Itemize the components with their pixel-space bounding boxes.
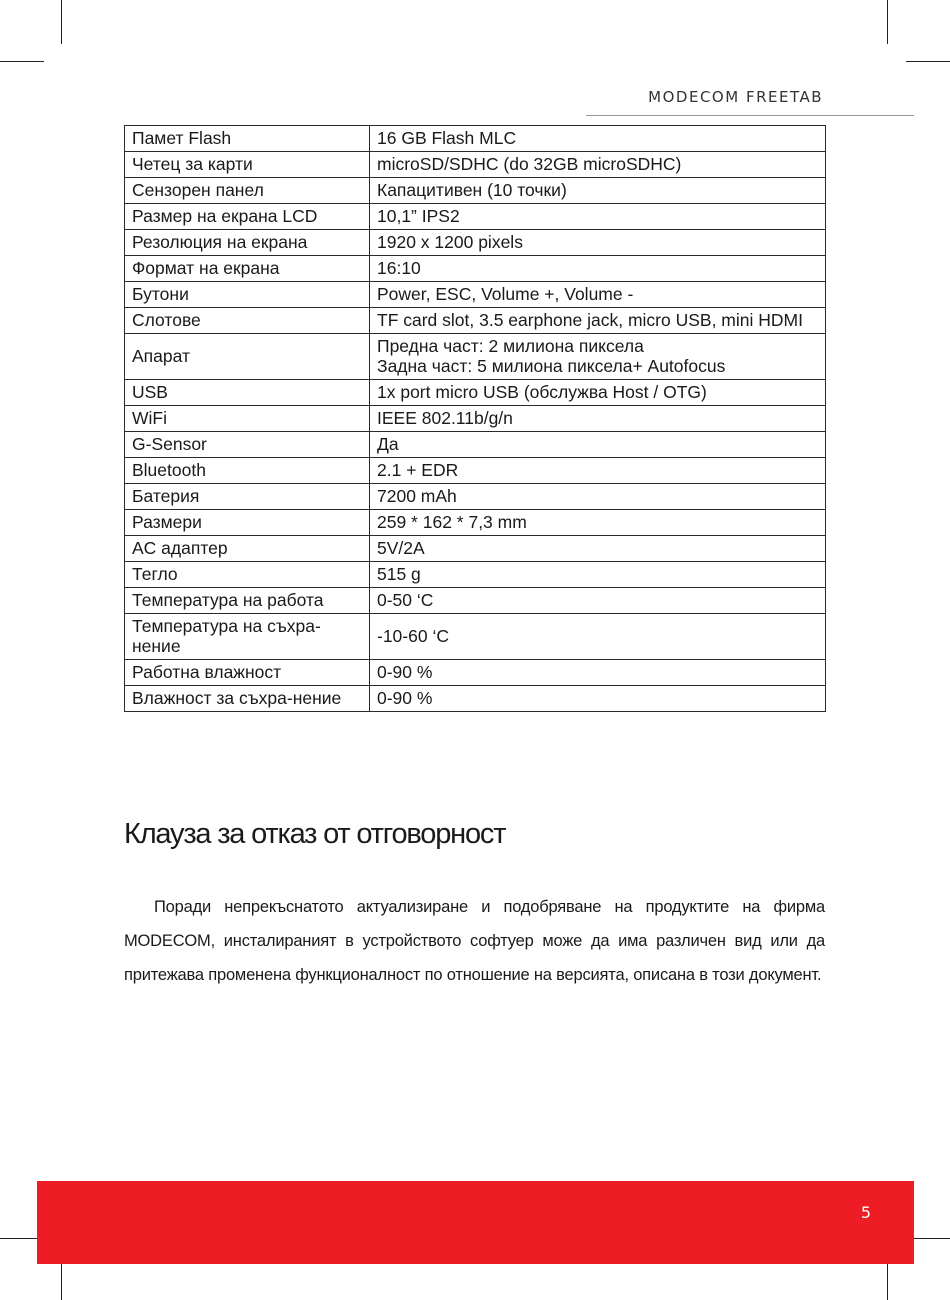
spec-value-line: TF card slot, 3.5 earphone jack, micro USB, mini HDMI: [377, 310, 803, 330]
spec-row: [125, 126, 826, 152]
spec-label: Батерия: [125, 484, 370, 510]
spec-value-line: 0-90 %: [377, 662, 433, 682]
spec-value-line: 0-90 %: [377, 688, 433, 708]
spec-value-line: 10,1” IPS2: [377, 206, 460, 226]
spec-value: [370, 308, 826, 334]
spec-row: [125, 204, 826, 230]
spec-row: [125, 660, 826, 686]
spec-row: [125, 380, 826, 406]
spec-value-line: 1x port micro USB (обслужва Host / OTG): [377, 382, 707, 402]
spec-value: [370, 406, 826, 432]
spec-value: [370, 178, 826, 204]
spec-value-line: 16 GB Flash MLC: [377, 128, 517, 148]
footer-bar: [37, 1181, 914, 1264]
spec-value-line: Задна част: 5 милиона пиксела+ Autofocus: [377, 356, 726, 376]
spec-row: [125, 334, 826, 380]
spec-row: [125, 588, 826, 614]
spec-label: Четец за карти: [125, 152, 370, 178]
spec-row: [125, 510, 826, 536]
spec-value: [370, 152, 826, 178]
spec-value-line: IEEE 802.11b/g/n: [377, 408, 513, 428]
spec-label: Размер на екрана LCD: [125, 204, 370, 230]
header-title: MODECOM FREETAB: [648, 88, 823, 106]
spec-value-line: 7200 mAh: [377, 486, 457, 506]
spec-row: [125, 406, 826, 432]
spec-row: [125, 230, 826, 256]
specs-table-body: [125, 126, 826, 712]
spec-row: [125, 562, 826, 588]
page-number: 5: [860, 1203, 871, 1222]
spec-row: [125, 152, 826, 178]
spec-label: Температура на работа: [125, 588, 370, 614]
spec-label: Апарат: [125, 334, 370, 380]
spec-value-line: Power, ESC, Volume +, Volume -: [377, 284, 634, 304]
spec-label: USB: [125, 380, 370, 406]
crop-mark: [61, 0, 62, 44]
spec-label: Влажност за съхра-нение: [125, 686, 370, 712]
spec-label: Размери: [125, 510, 370, 536]
spec-label: Памет Flash: [125, 126, 370, 152]
spec-label: Резолюция на екрана: [125, 230, 370, 256]
spec-value-line: Да: [377, 434, 399, 454]
spec-value: [370, 588, 826, 614]
spec-row: [125, 178, 826, 204]
spec-label: WiFi: [125, 406, 370, 432]
spec-value-line: Капацитивен (10 точки): [377, 180, 567, 200]
spec-label: Температура на съхра-нение: [125, 614, 370, 660]
spec-value: [370, 660, 826, 686]
spec-value: [370, 484, 826, 510]
spec-value-line: 515 g: [377, 564, 421, 584]
spec-row: [125, 458, 826, 484]
spec-label: Формат на екрана: [125, 256, 370, 282]
crop-mark: [887, 0, 888, 44]
spec-value: [370, 334, 826, 380]
spec-value-line: 259 * 162 * 7,3 mm: [377, 512, 527, 532]
spec-label: Слотове: [125, 308, 370, 334]
spec-value: [370, 432, 826, 458]
spec-row: [125, 686, 826, 712]
spec-value: [370, 686, 826, 712]
spec-label: G-Sensor: [125, 432, 370, 458]
spec-value-line: Предна част: 2 милиона пиксела: [377, 336, 644, 356]
spec-label: Тегло: [125, 562, 370, 588]
spec-row: [125, 282, 826, 308]
spec-row: [125, 536, 826, 562]
spec-value: [370, 380, 826, 406]
crop-mark: [0, 61, 44, 62]
spec-label: AC адаптер: [125, 536, 370, 562]
spec-value: [370, 458, 826, 484]
spec-label: Бутони: [125, 282, 370, 308]
specs-table: [124, 125, 826, 712]
spec-value-line: 0-50 ‘C: [377, 590, 434, 610]
spec-row: [125, 308, 826, 334]
spec-row: [125, 256, 826, 282]
spec-value: [370, 614, 826, 660]
spec-value-line: 2.1 + EDR: [377, 460, 459, 480]
crop-mark: [906, 61, 950, 62]
spec-value: [370, 126, 826, 152]
spec-label: Работна влажност: [125, 660, 370, 686]
spec-value: [370, 256, 826, 282]
disclaimer-title: Клауза за отказ от отговорност: [124, 818, 506, 850]
spec-value-line: 16:10: [377, 258, 421, 278]
disclaimer-text: Поради непрекъснатото актуализиране и подобряване на продуктите на фирма MODECOM, инсталираният в устройството софтуер може да има различен вид или да притежава променена функционалност по отношение на версията, описана в този документ.: [124, 898, 825, 984]
spec-row: [125, 614, 826, 660]
spec-row: [125, 432, 826, 458]
spec-value-line: -10-60 ‘C: [377, 626, 449, 646]
spec-label: Bluetooth: [125, 458, 370, 484]
spec-value: [370, 510, 826, 536]
spec-value-line: 5V/2A: [377, 538, 425, 558]
spec-row: [125, 484, 826, 510]
spec-value: [370, 562, 826, 588]
spec-label: Сензорен панел: [125, 178, 370, 204]
spec-value-line: microSD/SDHC (do 32GB microSDHC): [377, 154, 682, 174]
header-rule: [586, 115, 914, 116]
spec-value: [370, 204, 826, 230]
spec-value: [370, 536, 826, 562]
spec-value: [370, 230, 826, 256]
spec-value: [370, 282, 826, 308]
spec-value-line: 1920 x 1200 pixels: [377, 232, 523, 252]
